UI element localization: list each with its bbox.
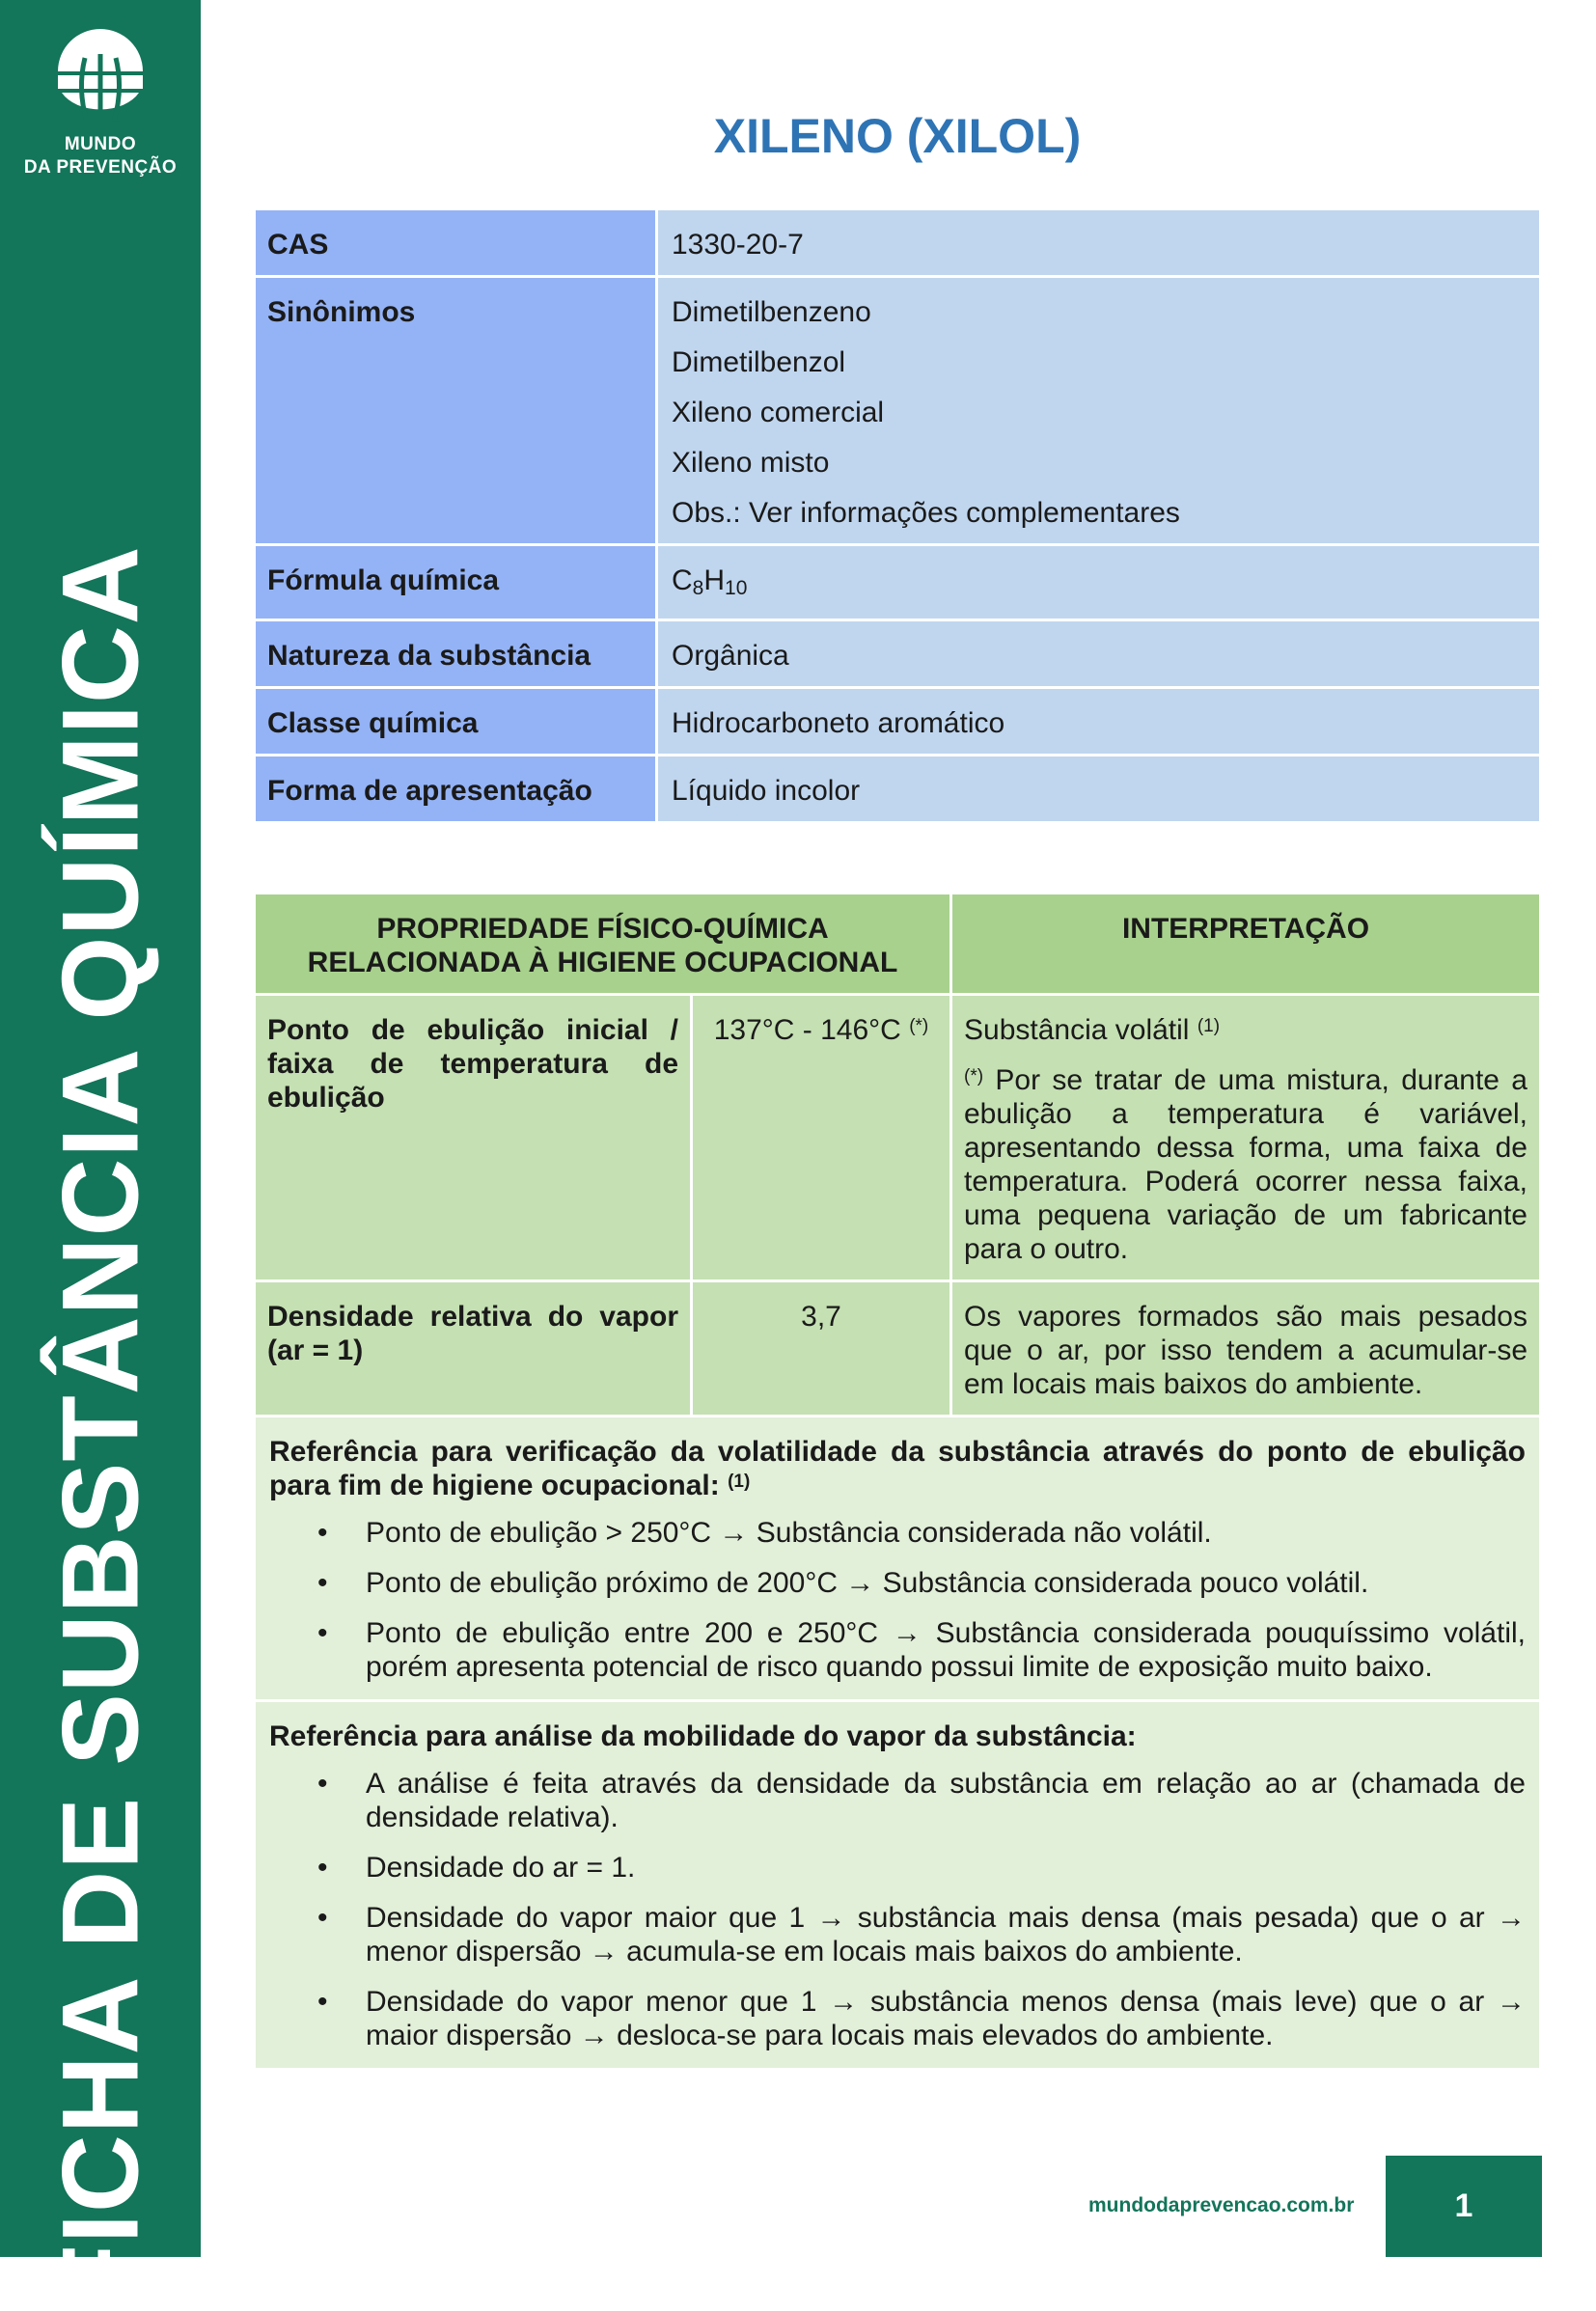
sidebar-vertical-title: FICHA DE SUBSTÂNCIA QUÍMICA: [40, 545, 161, 2311]
list-item: • A análise é feita através da densidade da substância em relação ao ar (chamada de densidade relativa).: [366, 1767, 1526, 1834]
list-item: • Ponto de ebulição entre 200 e 250°C → Substância considerada pouquíssimo volátil, porém apresenta potencial de risco quando possui limite de exposição muito baixo.: [366, 1616, 1526, 1684]
form-value: Líquido incolor: [657, 756, 1541, 823]
footer-url[interactable]: mundodaprevencao.com.br: [1088, 2194, 1355, 2216]
synonyms-values: [657, 277, 1541, 545]
list-item: • Densidade do ar = 1.: [366, 1851, 1526, 1885]
table-row: [255, 688, 1541, 756]
nature-label: Natureza da substância: [255, 620, 657, 688]
class-value: Hidrocarboneto aromático: [657, 688, 1541, 756]
formula-label: Fórmula química: [255, 545, 657, 620]
boiling-value-text: 137°C - 146°C: [713, 1014, 901, 1046]
formula-hydrogen: H: [703, 564, 726, 596]
table-row: [255, 277, 1541, 545]
volatility-reference: [255, 1417, 1541, 1701]
table-row: [255, 995, 1541, 1281]
document-title: XILENO (XILOL): [713, 109, 1082, 163]
vapor-density-interpretation: Os vapores formados são mais pesados que o ar, por isso tendem a acumular-se em locais mais baixos do ambiente.: [951, 1281, 1541, 1417]
boiling-value-mark: (*): [909, 1016, 929, 1036]
table-row: [255, 1701, 1541, 2070]
boiling-interp-title: Substância volátil: [964, 1014, 1190, 1046]
sidebar: [0, 0, 201, 2311]
table-row: [255, 1417, 1541, 1701]
form-label: Forma de apresentação: [255, 756, 657, 823]
boiling-label: Ponto de ebulição inicial / faixa de temperatura de ebulição: [255, 995, 692, 1281]
nature-value: Orgânica: [657, 620, 1541, 688]
logo-text-line2: DA PREVENÇÃO: [23, 157, 178, 178]
boiling-note-mark: (*): [964, 1066, 984, 1087]
boiling-note: Por se tratar de uma mistura, durante a ebulição a temperatura é variável, apresentando dessa forma, uma faixa de temperatura. Poderá ocorrer nessa faixa, uma pequena variação de um fabricante para o outro.: [964, 1064, 1527, 1265]
list-item: • Densidade do vapor maior que 1 → substância mais densa (mais pesada) que o ar → menor dispersão → acumula-se em locais mais baixos do ambiente.: [366, 1901, 1526, 1968]
logo-text-line1: MUNDO: [64, 134, 137, 154]
table-row: [255, 545, 1541, 620]
formula-carbon: C: [672, 564, 693, 596]
list-item: • Ponto de ebulição próximo de 200°C → Substância considerada pouco volátil.: [366, 1566, 1526, 1600]
property-header-line2: RELACIONADA À HIGIENE OCUPACIONAL: [307, 947, 898, 978]
boiling-interpretation: [951, 995, 1541, 1281]
synonym-item: Dimetilbenzol: [672, 346, 846, 378]
vapor-density-label: Densidade relativa do vapor (ar = 1): [255, 1281, 692, 1417]
synonym-item: Xileno comercial: [672, 397, 885, 428]
property-header: [255, 894, 951, 995]
brand-logo: [0, 29, 201, 179]
synonym-note: Obs.: Ver informações complementares: [672, 497, 1180, 529]
table-row: [255, 620, 1541, 688]
formula-hydrogen-count: 10: [725, 577, 748, 599]
cas-value: 1330-20-7: [657, 209, 1541, 277]
interpretation-header: INTERPRETAÇÃO: [951, 894, 1541, 995]
list-item: • Ponto de ebulição > 250°C → Substância considerada não volátil.: [366, 1516, 1526, 1550]
list-item: • Densidade do vapor menor que 1 → substância menos densa (mais leve) que o ar → maior dispersão → desloca-se para locais mais elevados do ambiente.: [366, 1985, 1526, 2052]
table-header-row: [255, 894, 1541, 995]
table-row: [255, 209, 1541, 277]
cas-label: CAS: [255, 209, 657, 277]
volatility-reference-ref: (1): [728, 1472, 751, 1492]
mobility-reference-title: Referência para análise da mobilidade do vapor da substância:: [269, 1720, 1137, 1752]
property-header-line1: PROPRIEDADE FÍSICO-QUÍMICA: [376, 913, 829, 945]
formula-carbon-count: 8: [692, 577, 704, 599]
globe-people-icon: [52, 29, 149, 125]
table-row: [255, 1281, 1541, 1417]
mobility-reference: [255, 1701, 1541, 2070]
synonym-item: Dimetilbenzeno: [672, 296, 871, 328]
identification-table: [253, 207, 1542, 824]
properties-table: [253, 892, 1542, 2071]
page-number: 1: [1386, 2156, 1542, 2257]
boiling-value: [692, 995, 951, 1281]
synonym-item: Xileno misto: [672, 447, 830, 479]
table-row: [255, 756, 1541, 823]
class-label: Classe química: [255, 688, 657, 756]
formula-value: [657, 545, 1541, 620]
boiling-interp-ref: (1): [1197, 1016, 1221, 1036]
synonyms-label: Sinônimos: [255, 277, 657, 545]
volatility-reference-title: Referência para verificação da volatilidade da substância através do ponto de ebulição para fim de higiene ocupacional:: [269, 1436, 1526, 1501]
vapor-density-value: 3,7: [692, 1281, 951, 1417]
